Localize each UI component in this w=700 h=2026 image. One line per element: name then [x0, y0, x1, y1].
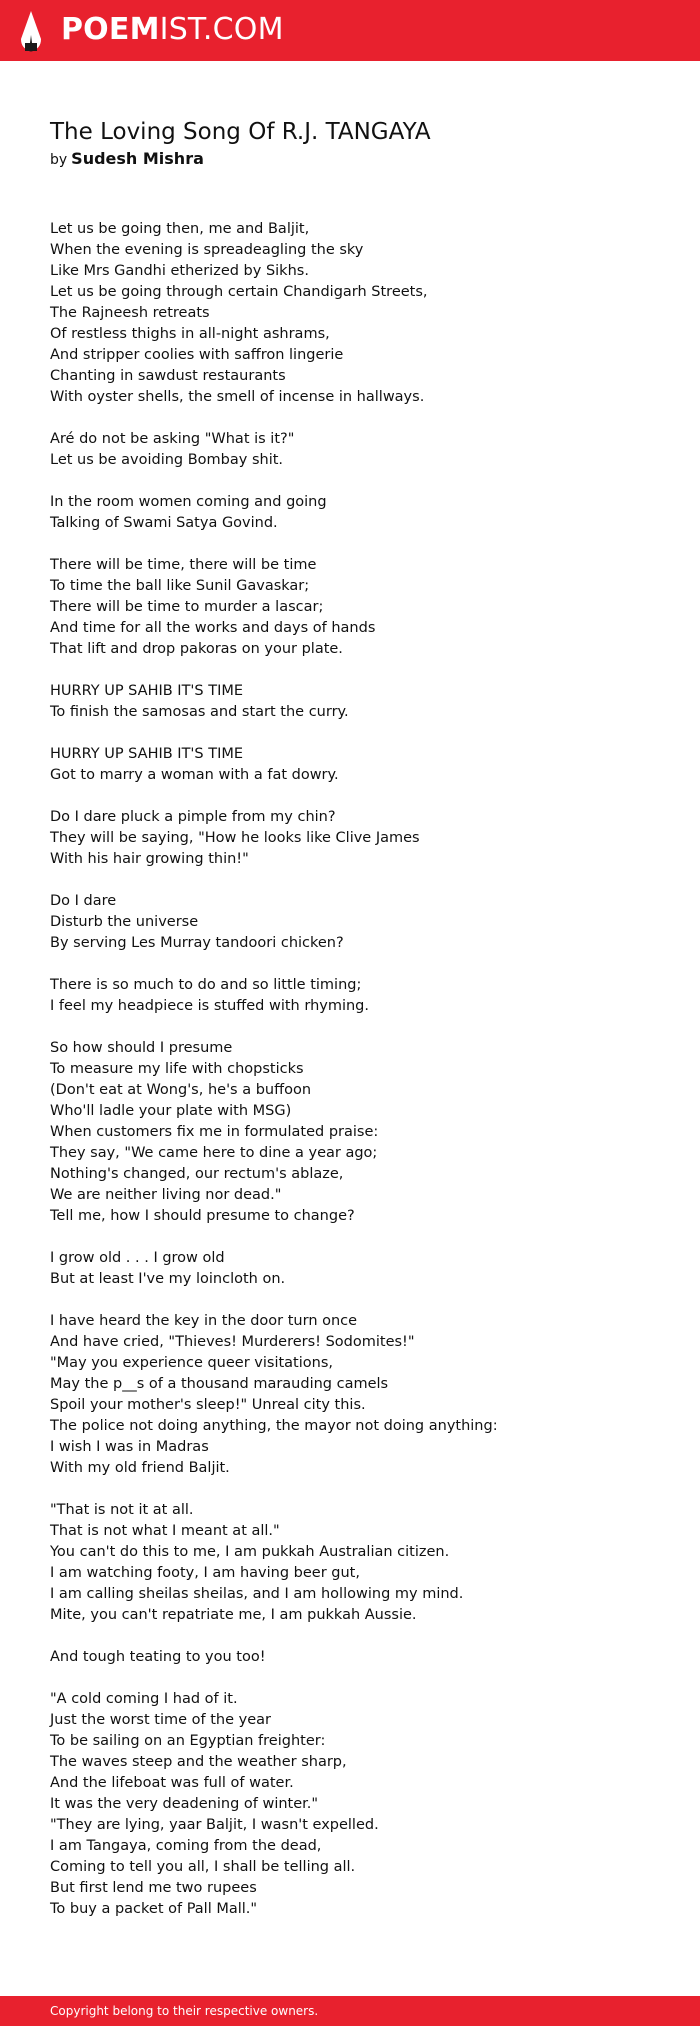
author-name: Sudesh Mishra	[71, 149, 204, 168]
poem-line: To be sailing on an Egyptian freighter:	[50, 1733, 326, 1749]
poem-line: When customers fix me in formulated praise:	[50, 1124, 379, 1140]
poem-stanza	[50, 1689, 670, 1920]
poem-line: But at least I've my loincloth on.	[50, 1271, 286, 1287]
poem-line: The waves steep and the weather sharp,	[50, 1754, 347, 1770]
poem-stanza	[50, 1311, 670, 1479]
poem-line: There will be time to murder a lascar;	[50, 599, 324, 615]
poem-stanza	[50, 1500, 670, 1626]
poem-line: We are neither living nor dead."	[50, 1187, 282, 1203]
site-logo[interactable]	[61, 8, 284, 52]
poem-line: Do I dare pluck a pimple from my chin?	[50, 809, 336, 825]
poem-line: Talking of Swami Satya Govind.	[50, 515, 278, 531]
poem-stanza	[50, 744, 670, 786]
logo-bold-text: POEM	[61, 12, 160, 47]
poem-line: Chanting in sawdust restaurants	[50, 368, 286, 384]
poem-line: Let us be going then, me and Baljit,	[50, 221, 310, 237]
poem-line: Just the worst time of the year	[50, 1712, 271, 1728]
poem-line: And the lifeboat was full of water.	[50, 1775, 294, 1791]
poem-line: I am calling sheilas sheilas, and I am hollowing my mind.	[50, 1586, 464, 1602]
poem-stanza	[50, 429, 670, 471]
poem-line: Disturb the universe	[50, 914, 199, 930]
poem-line: "A cold coming I had of it.	[50, 1691, 238, 1707]
poem-stanza	[50, 1248, 670, 1290]
poem-line: I am watching footy, I am having beer gut,	[50, 1565, 360, 1581]
site-footer	[0, 1996, 700, 2026]
poem-line: Tell me, how I should presume to change?	[50, 1208, 355, 1224]
poem-line: With his hair growing thin!"	[50, 851, 249, 867]
poem-line: Of restless thighs in all-night ashrams,	[50, 326, 330, 342]
poem-line: Spoil your mother's sleep!" Unreal city this.	[50, 1397, 366, 1413]
poem-line: With oyster shells, the smell of incense in hallways.	[50, 389, 425, 405]
poem-line: Got to marry a woman with a fat dowry.	[50, 767, 339, 783]
poem-line: I grow old . . . I grow old	[50, 1250, 225, 1266]
poem-line: And time for all the works and days of hands	[50, 620, 376, 636]
poem-line: Let us be going through certain Chandigarh Streets,	[50, 284, 428, 300]
poem-stanza	[50, 807, 670, 870]
poem-line: Coming to tell you all, I shall be telling all.	[50, 1859, 356, 1875]
poem-line: And tough teating to you too!	[50, 1649, 266, 1665]
poem-line: Mite, you can't repatriate me, I am pukkah Aussie.	[50, 1607, 417, 1623]
poem-line: "That is not it at all.	[50, 1502, 194, 1518]
poem-line: (Don't eat at Wong's, he's a buffoon	[50, 1082, 312, 1098]
poem-line: That lift and drop pakoras on your plate.	[50, 641, 343, 657]
poem-line: And stripper coolies with saffron lingerie	[50, 347, 344, 363]
poem-line: Do I dare	[50, 893, 117, 909]
poem-line: They will be saying, "How he looks like Clive James	[50, 830, 420, 846]
poem-line: "May you experience queer visitations,	[50, 1355, 333, 1371]
poem-line: In the room women coming and going	[50, 494, 327, 510]
poem-line: To time the ball like Sunil Gavaskar;	[50, 578, 310, 594]
poem-line: There will be time, there will be time	[50, 557, 317, 573]
poem-stanza	[50, 492, 670, 534]
pen-nib-icon[interactable]	[19, 9, 43, 53]
poem-line: "They are lying, yaar Baljit, I wasn't expelled.	[50, 1817, 379, 1833]
poem-body	[50, 219, 670, 1941]
poem-stanza	[50, 975, 670, 1017]
poem-line: With my old friend Baljit.	[50, 1460, 230, 1476]
poem-line: Like Mrs Gandhi etherized by Sikhs.	[50, 263, 309, 279]
poem-line: Let us be avoiding Bombay shit.	[50, 452, 284, 468]
copyright-text: Copyright belong to their respective owners.	[50, 2004, 319, 2018]
logo-light-text: IST.COM	[159, 12, 284, 47]
poem-line: There is so much to do and so little timing;	[50, 977, 362, 993]
poem-line: It was the very deadening of winter."	[50, 1796, 319, 1812]
poem-line: I feel my headpiece is stuffed with rhyming.	[50, 998, 369, 1014]
poem-line: HURRY UP SAHIB IT'S TIME	[50, 683, 244, 699]
poem-line: The police not doing anything, the mayor not doing anything:	[50, 1418, 498, 1434]
poem-line: You can't do this to me, I am pukkah Australian citizen.	[50, 1544, 450, 1560]
poem-line: Who'll ladle your plate with MSG)	[50, 1103, 292, 1119]
poem-stanza	[50, 1038, 670, 1227]
poem-line: By serving Les Murray tandoori chicken?	[50, 935, 344, 951]
poem-stanza	[50, 555, 670, 660]
poem-line: The Rajneesh retreats	[50, 305, 210, 321]
poem-line: HURRY UP SAHIB IT'S TIME	[50, 746, 244, 762]
poem-line: To measure my life with chopsticks	[50, 1061, 304, 1077]
by-label: by	[50, 152, 68, 168]
poem-line: I have heard the key in the door turn once	[50, 1313, 358, 1329]
poem-line: And have cried, "Thieves! Murderers! Sodomites!"	[50, 1334, 415, 1350]
poem-line: Nothing's changed, our rectum's ablaze,	[50, 1166, 344, 1182]
poem-line: When the evening is spreadeagling the sky	[50, 242, 364, 258]
poem-stanza	[50, 891, 670, 954]
poem-line: But first lend me two rupees	[50, 1880, 257, 1896]
poem-title: The Loving Song Of R.J. TANGAYA	[50, 119, 431, 145]
poem-line: To finish the samosas and start the curry.	[50, 704, 349, 720]
poem-line: I wish I was in Madras	[50, 1439, 209, 1455]
poem-stanza	[50, 1647, 670, 1668]
poem-line: They say, "We came here to dine a year ago;	[50, 1145, 378, 1161]
poem-line: To buy a packet of Pall Mall."	[50, 1901, 258, 1917]
poem-stanza	[50, 219, 670, 408]
site-header	[0, 0, 700, 61]
poem-line: Aré do not be asking "What is it?"	[50, 431, 295, 447]
poem-line: May the p__s of a thousand marauding camels	[50, 1376, 389, 1392]
poem-stanza	[50, 681, 670, 723]
poem-line: I am Tangaya, coming from the dead,	[50, 1838, 322, 1854]
byline	[50, 148, 204, 171]
poem-line: So how should I presume	[50, 1040, 233, 1056]
poem-line: That is not what I meant at all."	[50, 1523, 280, 1539]
